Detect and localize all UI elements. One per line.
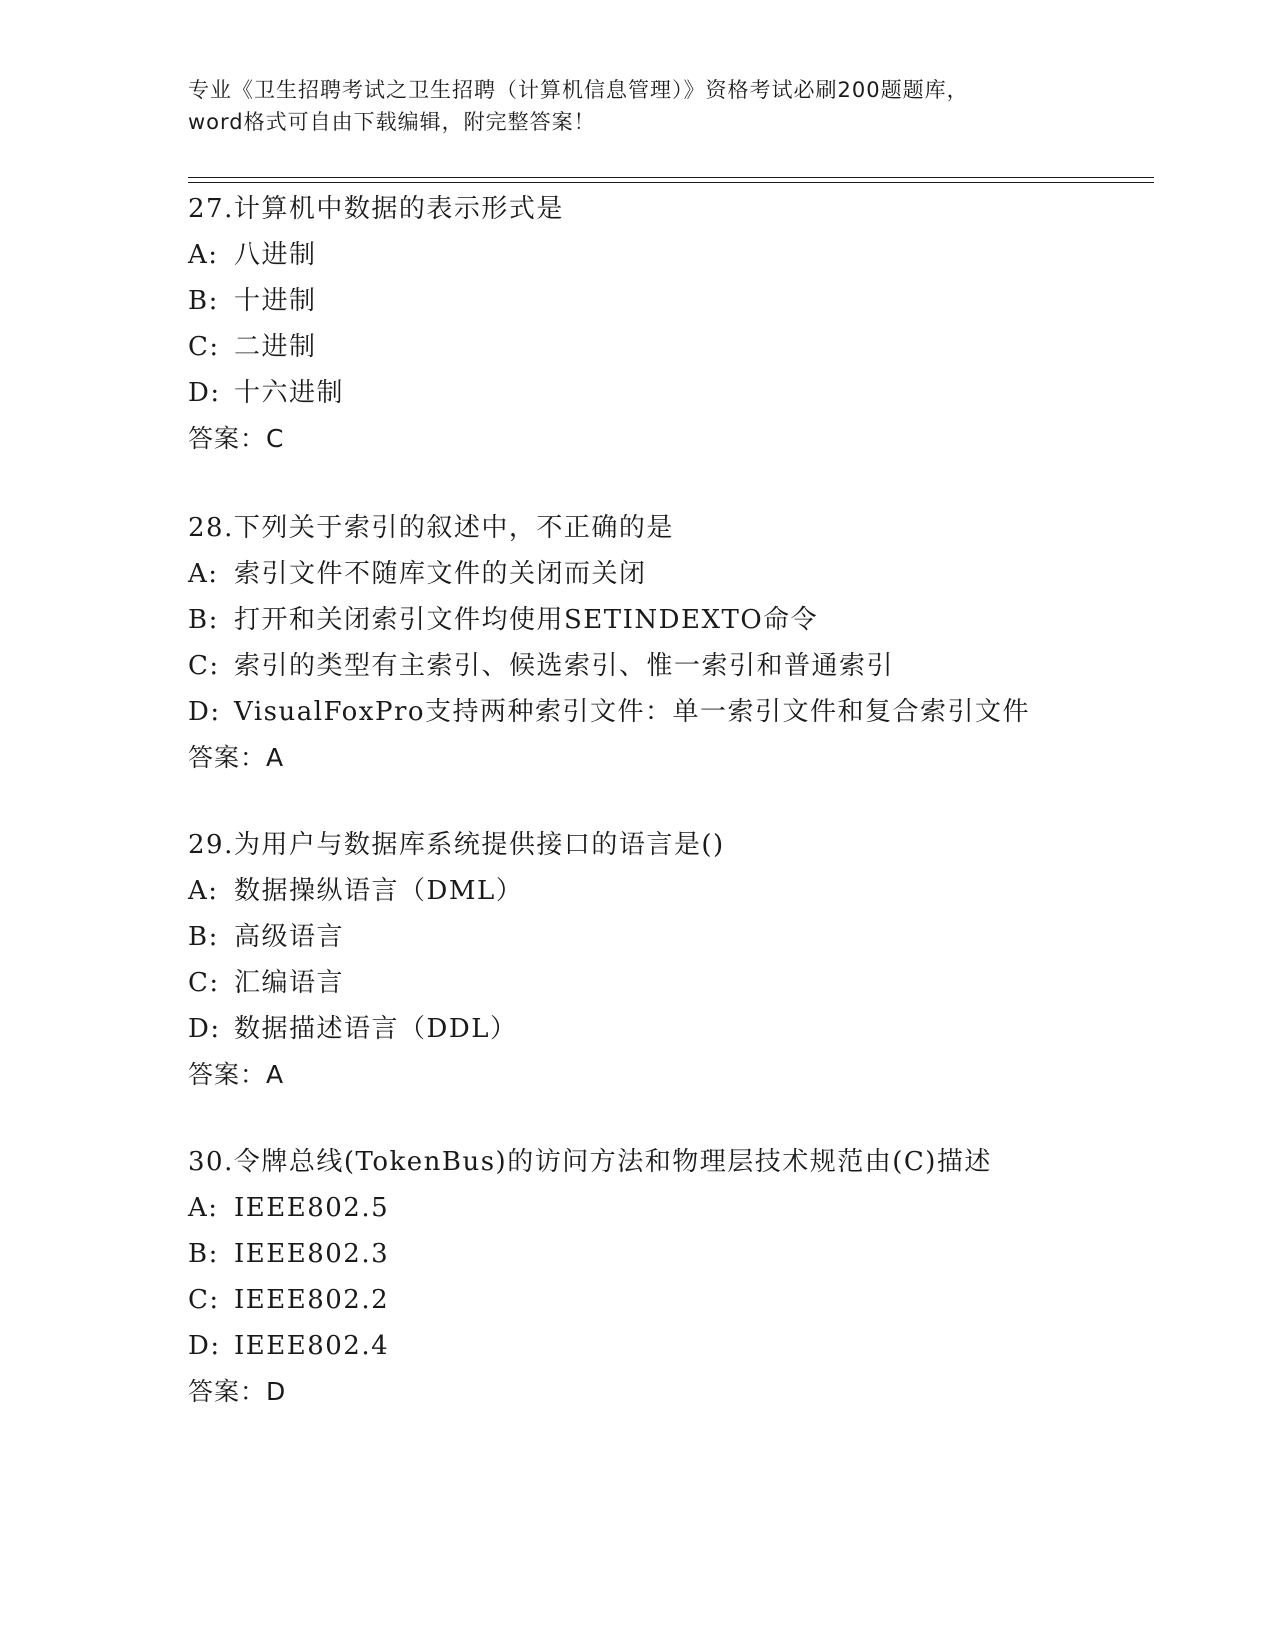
- option-text: 数据描述语言（DDL）: [234, 1014, 518, 1044]
- option-letter: C:: [188, 651, 220, 681]
- option-letter: D:: [188, 1331, 221, 1361]
- header-divider-top: [188, 177, 1154, 178]
- option-text: 数据操纵语言（DML）: [234, 876, 524, 906]
- option-text: IEEE802.3: [234, 1239, 390, 1269]
- option-letter: D:: [188, 697, 221, 727]
- option-c: [188, 960, 1168, 1006]
- option-letter: A:: [188, 559, 219, 589]
- option-letter: D:: [188, 1014, 221, 1044]
- question-29: [188, 822, 1168, 1098]
- option-text: 十进制: [234, 286, 317, 316]
- option-b: [188, 1231, 1168, 1277]
- answer-line: 答案：C: [188, 424, 285, 453]
- option-letter: B:: [188, 922, 219, 952]
- option-text: 十六进制: [234, 378, 345, 408]
- option-text: IEEE802.4: [234, 1331, 390, 1361]
- question-stem: 27.计算机中数据的表示形式是: [188, 194, 564, 224]
- question-27: [188, 186, 1168, 462]
- option-a: [188, 868, 1168, 914]
- option-letter: B:: [188, 1239, 219, 1269]
- option-letter: B:: [188, 605, 219, 635]
- question-stem: 30.令牌总线(TokenBus)的访问方法和物理层技术规范由(C)描述: [188, 1147, 992, 1177]
- option-d: [188, 370, 1168, 416]
- option-letter: C:: [188, 332, 220, 362]
- option-c: [188, 643, 1168, 689]
- answer-line: 答案：D: [188, 1377, 287, 1406]
- option-letter: C:: [188, 1285, 220, 1315]
- option-a: [188, 551, 1168, 597]
- question-stem: 28.下列关于索引的叙述中，不正确的是: [188, 513, 674, 543]
- question-30: [188, 1139, 1168, 1415]
- document-header: [188, 74, 1068, 138]
- option-b: [188, 278, 1168, 324]
- option-b: [188, 914, 1168, 960]
- option-text: IEEE802.2: [234, 1285, 390, 1315]
- question-stem: 29.为用户与数据库系统提供接口的语言是(): [188, 830, 725, 860]
- option-letter: A:: [188, 240, 219, 270]
- option-text: 汇编语言: [234, 968, 345, 998]
- option-d: [188, 1006, 1168, 1052]
- option-c: [188, 324, 1168, 370]
- option-text: VisualFoxPro支持两种索引文件：单一索引文件和复合索引文件: [234, 697, 1031, 727]
- option-letter: D:: [188, 378, 221, 408]
- option-text: 索引文件不随库文件的关闭而关闭: [234, 559, 647, 589]
- header-divider-bottom: [188, 182, 1154, 183]
- option-text: IEEE802.5: [234, 1193, 390, 1223]
- option-d: [188, 1323, 1168, 1369]
- header-line-1: 专业《卫生招聘考试之卫生招聘（计算机信息管理）》资格考试必刷200题题库，: [188, 78, 969, 102]
- header-line-2: word格式可自由下载编辑，附完整答案！: [188, 110, 596, 134]
- option-text: 八进制: [234, 240, 317, 270]
- option-a: [188, 232, 1168, 278]
- option-text: 打开和关闭索引文件均使用SETINDEXTO命令: [234, 605, 819, 635]
- option-letter: A:: [188, 876, 219, 906]
- option-letter: B:: [188, 286, 219, 316]
- option-text: 二进制: [234, 332, 317, 362]
- answer-line: 答案：A: [188, 1060, 285, 1089]
- option-d: [188, 689, 1168, 735]
- option-text: 高级语言: [234, 922, 345, 952]
- option-b: [188, 597, 1168, 643]
- option-a: [188, 1185, 1168, 1231]
- answer-line: 答案：A: [188, 743, 285, 772]
- option-letter: C:: [188, 968, 220, 998]
- option-letter: A:: [188, 1193, 219, 1223]
- option-text: 索引的类型有主索引、候选索引、惟一索引和普通索引: [234, 651, 895, 681]
- question-28: [188, 505, 1168, 781]
- option-c: [188, 1277, 1168, 1323]
